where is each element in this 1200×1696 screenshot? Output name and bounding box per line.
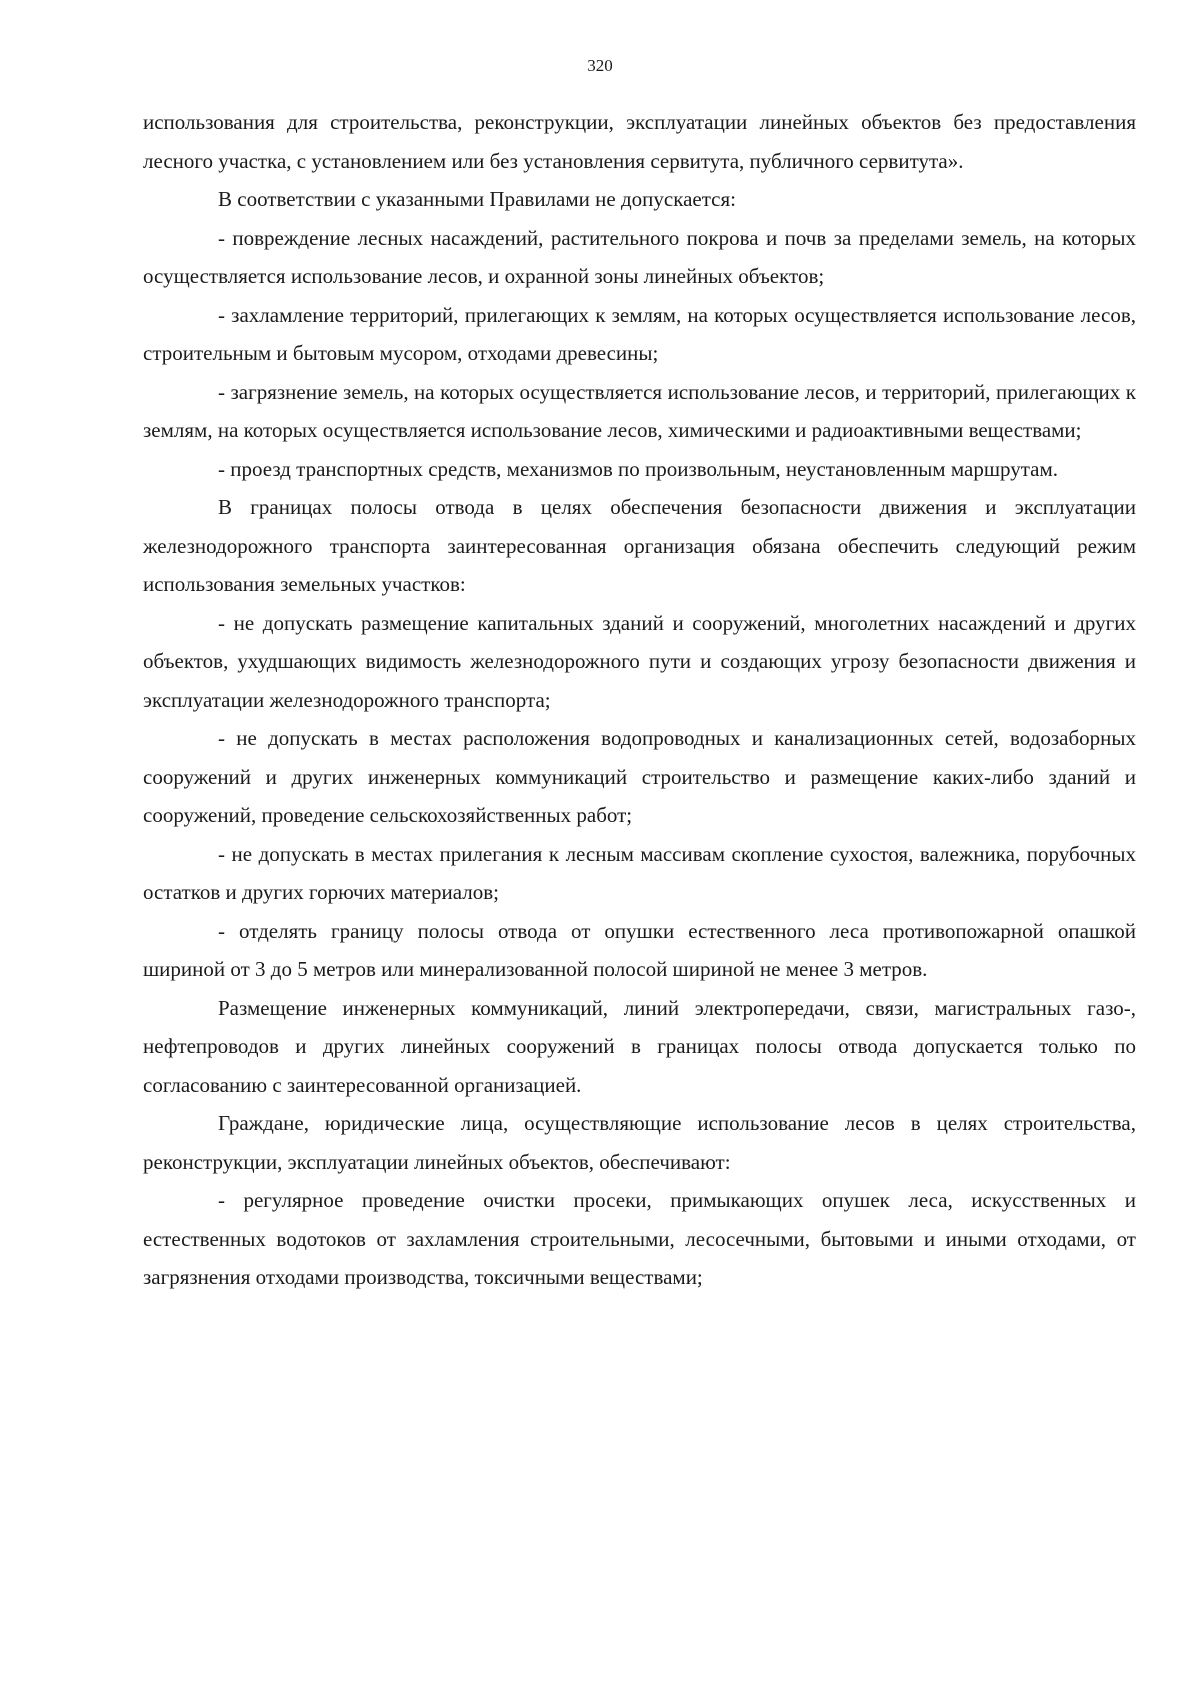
- paragraph-utilities-placement: Размещение инженерных коммуникаций, линий электропередачи, связи, магистральных газо-, нефтепроводов и других линейных сооружений в границах полосы отвода допускается только по согласованию с заинтересованной организацией.: [143, 995, 1136, 1097]
- paragraph-rules-intro: В соответствии с указанными Правилами не допускается:: [218, 187, 736, 211]
- list-item-pollution: - загрязнение земель, на которых осуществляется использование лесов, и территорий, прилегающих к землям, на которых осуществляется использование лесов, химическими и радиоактивными веществами;: [143, 379, 1136, 442]
- list-item-damage: - повреждение лесных насаждений, растительного покрова и почв за пределами земель, на которых осуществляется использование лесов, и охранной зоны линейных объектов;: [143, 225, 1136, 288]
- list-item-firebreak: - отделять границу полосы отвода от опушки естественного леса противопожарной опашкой шириной от 3 до 5 метров или минерализованной полосой шириной не менее 3 метров.: [143, 918, 1136, 981]
- list-item-littering: - захламление территорий, прилегающих к землям, на которых осуществляется использование лесов, строительным и бытовым мусором, отходами древесины;: [143, 302, 1136, 365]
- paragraph-obligations-intro: Граждане, юридические лица, осуществляющие использование лесов в целях строительства, реконструкции, эксплуатации линейных объектов, обеспечивают:: [143, 1111, 1136, 1174]
- page-number: 320: [587, 56, 613, 75]
- list-item-no-deadwood: - не допускать в местах прилегания к лесным массивам скопление сухостоя, валежника, порубочных остатков и других горючих материалов;: [143, 841, 1136, 904]
- paragraph-continuation: использования для строительства, реконструкции, эксплуатации линейных объектов без предоставления лесного участка, с установлением или без установления сервитута, публичного сервитута».: [143, 110, 1136, 173]
- list-item-vehicle-passage: - проезд транспортных средств, механизмов по произвольным, неустановленным маршрутам.: [218, 456, 1058, 481]
- list-item-no-construction-utilities: - не допускать в местах расположения водопроводных и канализационных сетей, водозаборных сооружений и других инженерных коммуникаций строительство и размещение каких-либо зданий и сооружений, проведение сельскохозяйственных работ;: [143, 726, 1136, 827]
- paragraph-right-of-way: В границах полосы отвода в целях обеспечения безопасности движения и эксплуатации железнодорожного транспорта заинтересованная организация обязана обеспечить следующий режим использования земельных участков:: [143, 495, 1136, 596]
- document-body: [143, 103, 1136, 1297]
- list-item-no-buildings: - не допускать размещение капитальных зданий и сооружений, многолетних насаждений и других объектов, ухудшающих видимость железнодорожного пути и создающих угрозу безопасности движения и эксплуатации железнодорожного транспорта;: [143, 610, 1136, 712]
- list-item-clearing: - регулярное проведение очистки просеки, примыкающих опушек леса, искусственных и естественных водотоков от захламления строительными, лесосечными, бытовыми и иными отходами, от загрязнения отходами производства, токсичными веществами;: [143, 1188, 1136, 1289]
